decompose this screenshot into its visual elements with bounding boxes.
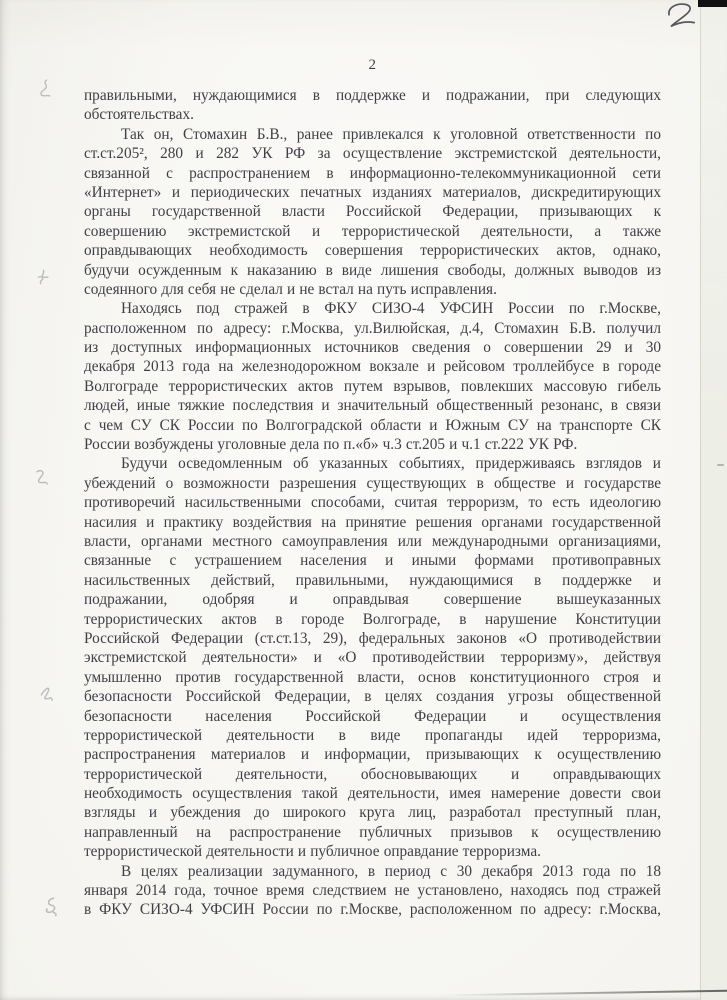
text-line: Российской Федерации (ст.ст.13, 29), федеральных законов «О противодействии: [84, 629, 661, 647]
text-line: связанные с устрашением населения и иными формами противоправных: [84, 552, 661, 570]
text-line: необходимость осуществления такой деятельности, имея намерение довести свои: [84, 785, 661, 803]
scanner-bar-artifact: [698, 0, 727, 7]
text-line: безопасности населения Российской Федерации и осуществления: [84, 707, 661, 725]
text-line: экстремистской деятельности» и «О противодействии терроризму», действуя: [84, 649, 661, 667]
page-number: 2: [368, 57, 377, 73]
text-line: террористической деятельности и публичное оправдание терроризма.: [84, 843, 541, 861]
text-line: декабря 2013 года на железнодорожном вокзале и рейсовом троллейбусе в городе: [84, 358, 661, 376]
scan-speck: [717, 464, 724, 466]
pencil-mark-icon: [37, 681, 54, 702]
text-line: органы государственной власти Российской Федерации, призывающих к: [84, 203, 661, 221]
text-line: «Интернет» и периодических печатных изданиях материалов, дискредитирующих: [84, 183, 661, 201]
text-line: расположенном по адресу: г.Москва, ул.Вилюйская, д.4, Стомахин Б.В. получил: [84, 319, 661, 337]
text-line: В целях реализации задуманного, в период с 30 декабря 2013 года по 18: [121, 862, 661, 880]
text-line: в ФКУ СИЗО-4 УФСИН России по г.Москве, расположенном по адресу: г.Москва,: [84, 901, 661, 919]
text-line: террористической деятельности в виде пропаганды идей терроризма,: [84, 726, 661, 744]
text-line: из доступных информационных источников сведения о совершении 29 и 30: [84, 339, 661, 357]
text-line: Будучи осведомленным об указанных событиях, придерживаясь взглядов и: [121, 455, 661, 473]
page-bottom-edge-artifact: [445, 990, 727, 996]
text-line: будучи осужденным к наказанию в виде лишения свободы, должных выводов из: [84, 261, 661, 279]
text-line: террористических актов в городе Волгограде, в нарушение Конституции: [84, 610, 661, 628]
text-line: насилия и практику воздействия на принятие решения органами государственной: [84, 513, 661, 531]
text-line: направленный на распространение публичных призывов к осуществлению: [84, 823, 661, 841]
text-line: террористической деятельности, обосновывающих и оправдывающих: [84, 765, 661, 783]
text-line: взгляды и убеждения до широкого круга лиц, разработал преступный план,: [84, 804, 661, 822]
paragraph: [84, 125, 661, 300]
text-line: оправдывающих необходимость совершения террористических актов, однако,: [84, 242, 661, 260]
paragraph: [84, 299, 661, 454]
scan-edge-background: [700, 0, 727, 1000]
handwritten-two-glyph: [665, 1, 699, 31]
paragraph: [84, 454, 661, 861]
pencil-mark-icon: [32, 467, 50, 489]
text-line: совершению экстремистской и террористической деятельности, а также: [84, 222, 661, 240]
text-line: Находясь под стражей в ФКУ СИЗО-4 УФСИН России по г.Москве,: [121, 300, 661, 318]
pencil-mark-icon: [34, 267, 51, 288]
document-body: [84, 86, 661, 920]
text-line: насильственных действий, правильными, нуждающимися в поддержке и: [84, 571, 661, 589]
text-line: подражании, одобряя и оправдывая совершение вышеуказанных: [84, 591, 661, 609]
text-line: убеждений о возможности разрешения существующих в обществе и государстве: [84, 474, 661, 492]
text-line: людей, иные тяжкие последствия и значительный общественный резонанс, в связи: [84, 397, 661, 415]
text-line: правильными, нуждающимися в поддержке и подражании, при следующих: [84, 87, 661, 104]
pencil-mark-icon: [41, 896, 59, 918]
paragraph: [84, 862, 661, 920]
text-line: с чем СУ СК России по Волгоградской области и Южным СУ на транспорте СК: [84, 416, 661, 434]
pencil-mark-icon: [38, 79, 53, 98]
text-line: января 2014 года, точное время следствием не установлено, находясь под стражей: [84, 882, 661, 900]
text-line: власти, органами местного самоуправления или международными организациями,: [84, 532, 661, 550]
handwritten-page-number: [665, 1, 699, 31]
text-line: Так он, Стомахин Б.В., ранее привлекался к уголовной ответственности по: [121, 125, 661, 143]
text-line: содеянного для себя не сделал и не встал на путь исправления.: [84, 280, 497, 298]
text-line: ст.ст.205², 280 и 282 УК РФ за осуществление экстремистской деятельности,: [84, 145, 661, 163]
text-line: безопасности Российской Федерации, в целях создания угрозы общественной: [84, 688, 661, 706]
text-line: связанной с распространением в информационно-телекоммуникационной сети: [84, 164, 661, 182]
paragraph: [84, 86, 661, 125]
text-line: Волгограде террористических актов путем взрывов, повлекших массовую гибель: [84, 377, 661, 395]
text-line: обстоятельствах.: [84, 106, 194, 124]
text-line: распространения материалов и информации, призывающих к осуществлению: [84, 746, 661, 764]
text-line: противоречий насильственными способами, считая терроризм, то есть идеологию: [84, 494, 661, 512]
text-line: России возбуждены уголовные дела по п.«б» ч.3 ст.205 и ч.1 ст.222 УК РФ.: [84, 436, 578, 454]
text-line: умышленно против государственной власти, основ конституционного строя и: [84, 668, 661, 686]
